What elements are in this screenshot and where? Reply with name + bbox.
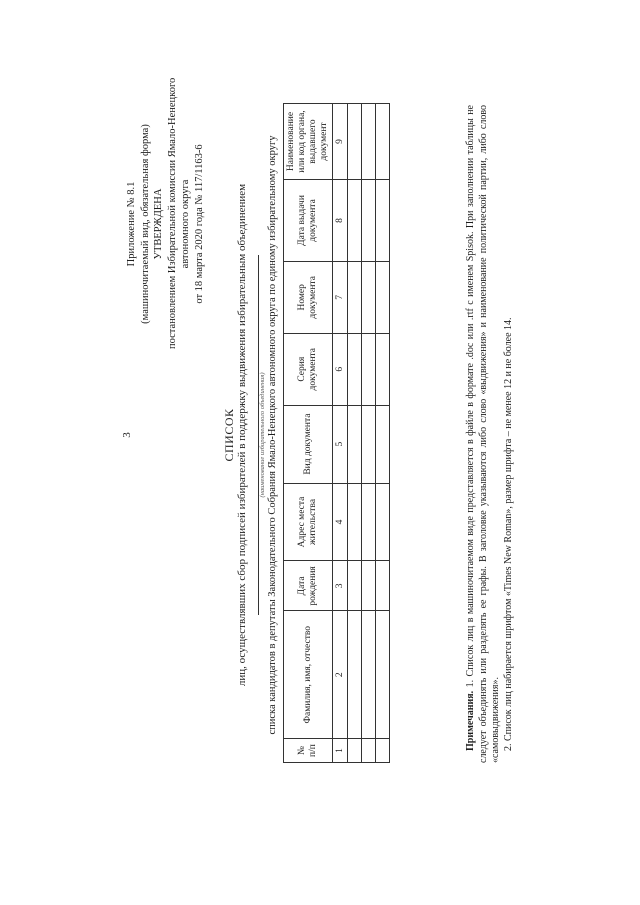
table-cell — [348, 261, 362, 333]
table-cell — [362, 405, 376, 483]
header-document-type: Вид документа — [284, 405, 333, 483]
approval-block — [125, 77, 206, 349]
notes-block — [465, 105, 515, 763]
table-cell — [376, 180, 390, 262]
note-1 — [465, 105, 503, 763]
table-cell — [348, 561, 362, 611]
table-cell — [376, 104, 390, 180]
approved-label: УТВЕРЖДЕНА — [153, 188, 164, 260]
table-cell — [376, 739, 390, 763]
notes-label: Примечания. — [465, 690, 476, 751]
note-2: 2. Список лиц набирается шрифтом «Times New Roman», размер шрифта – не менее 12 и не более 14. — [502, 317, 514, 751]
column-number: 2 — [333, 611, 348, 739]
column-number: 9 — [333, 104, 348, 180]
table-cell — [348, 405, 362, 483]
table-cell — [348, 104, 362, 180]
table-cell — [348, 483, 362, 561]
election-name: списка кандидатов в депутаты Законодательного Собрания Ямало-Ненецкого автономного округа по единому избирательному округу — [267, 135, 278, 735]
column-number: 4 — [333, 483, 348, 561]
header-issue-date: Дата выдачи документа — [284, 180, 333, 262]
column-number: 1 — [333, 739, 348, 763]
list-title — [223, 85, 249, 785]
form-note: (машиночитаемый вид, обязательная форма) — [139, 124, 151, 324]
table-cell — [362, 180, 376, 262]
table-cell — [348, 180, 362, 262]
table-cell — [362, 333, 376, 405]
table-cell — [362, 483, 376, 561]
column-number-row — [333, 104, 348, 763]
table-cell — [376, 561, 390, 611]
signers-table — [283, 103, 390, 763]
appendix-label: Приложение № 8.1 — [126, 181, 137, 267]
header-issuing-authority: Наименование или код органа, выдавшего документ — [284, 104, 333, 180]
decree-line-2: автономного округа — [180, 179, 191, 269]
empty-table-row — [376, 104, 390, 763]
column-number: 3 — [333, 561, 348, 611]
column-number: 5 — [333, 405, 348, 483]
association-hint: (наименование избирательного объединения) — [259, 372, 266, 498]
table-cell — [376, 483, 390, 561]
header-birth-date: Дата рождения — [284, 561, 333, 611]
table-cell — [376, 333, 390, 405]
page-number: 3 — [121, 432, 133, 438]
table-cell — [362, 561, 376, 611]
column-number: 6 — [333, 333, 348, 405]
table-cell — [376, 611, 390, 739]
header-address: Адрес места жительства — [284, 483, 333, 561]
table-cell — [362, 104, 376, 180]
table-cell — [348, 333, 362, 405]
table-cell — [362, 611, 376, 739]
header-full-name: Фамилия, имя, отчество — [284, 611, 333, 739]
empty-table-row — [362, 104, 376, 763]
list-subheading: лиц, осуществлявших сбор подписей избирателей в поддержку выдвижения избирательным объединением — [236, 183, 248, 687]
table-cell — [376, 261, 390, 333]
header-document-series: Серия документа — [284, 333, 333, 405]
table-cell — [348, 739, 362, 763]
empty-table-row — [348, 104, 362, 763]
header-number: № п/п — [284, 739, 333, 763]
table-header-row — [284, 104, 333, 763]
table-cell — [376, 405, 390, 483]
decree-date-line: от 18 марта 2020 года № 117/1163-6 — [193, 144, 205, 304]
note-1-text: 1. Список лиц в машиночитаемом виде представляется в файле в формате .doc или .rtf с именем Spisok. При заполнении таблицы не следует объединять или разделять ее графы. В заголовке указываются либо слово «выдвижения» и наименование политической партии, либо слово «самовыдвижения». — [465, 105, 501, 763]
list-heading: СПИСОК — [222, 408, 236, 462]
table-cell — [362, 739, 376, 763]
table-cell — [362, 261, 376, 333]
rotated-document-page — [115, 77, 525, 785]
decree-line-1: постановлением Избирательной комиссии Ямало-Ненецкого — [166, 77, 178, 349]
table-cell — [348, 611, 362, 739]
column-number: 8 — [333, 180, 348, 262]
header-document-number: Номер документа — [284, 261, 333, 333]
column-number: 7 — [333, 261, 348, 333]
